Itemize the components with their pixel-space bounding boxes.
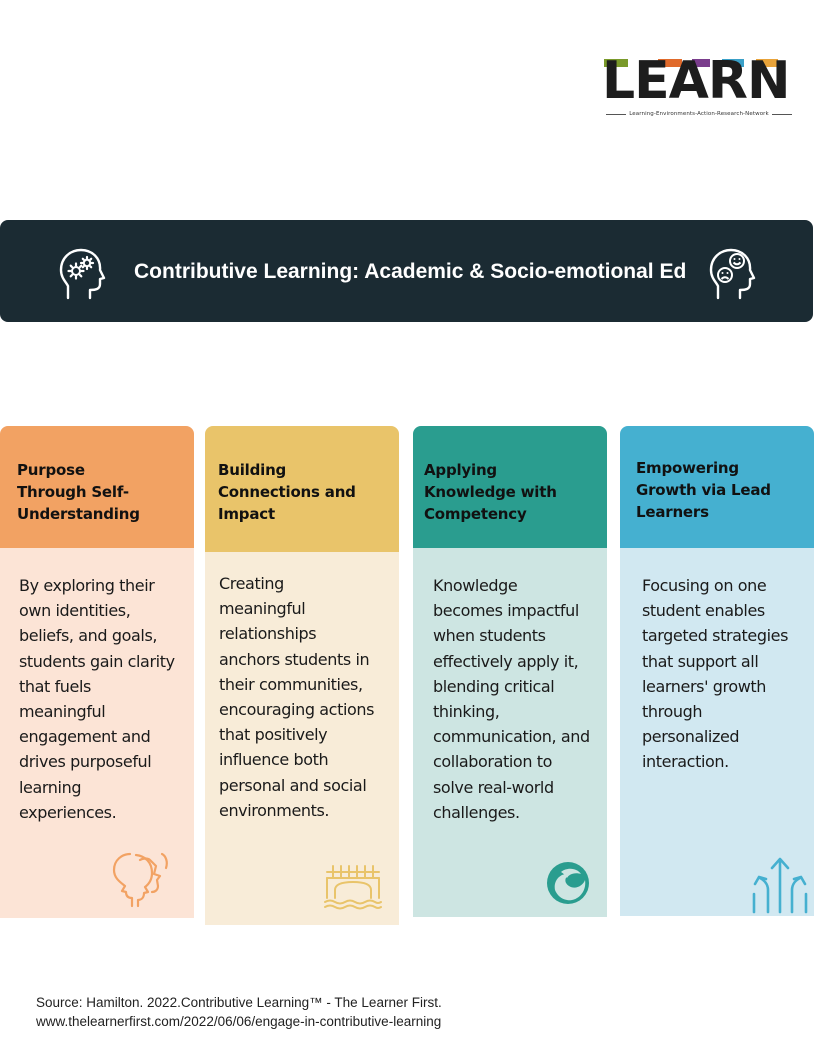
column-text: Knowledge becomes impactful when students effectively apply it, blending critical thinking, communication, and collaboration to solve real-world challenges. xyxy=(433,576,590,822)
column-body xyxy=(0,548,194,918)
title-banner xyxy=(0,220,813,322)
arrows-up-icon xyxy=(750,854,810,914)
source-url: www.thelearnerfirst.com/2022/06/06/engage-in-contributive-learning xyxy=(36,1014,442,1029)
bridge-icon xyxy=(323,857,383,917)
source-citation xyxy=(36,993,442,1031)
learn-logo xyxy=(600,51,796,125)
column-body xyxy=(205,552,399,925)
column-header xyxy=(205,426,399,552)
column-text: Creating meaningful relationships anchors students in their communities, encouraging actions that positively influence both personal and social environments. xyxy=(219,574,375,820)
column-header xyxy=(413,426,607,548)
column-title: Building Connections and Impact xyxy=(218,461,356,523)
column-title: Empowering Growth via Lead Learners xyxy=(636,459,771,521)
faces-profile-icon xyxy=(110,850,170,910)
column-body xyxy=(413,548,607,917)
column-header xyxy=(0,426,194,548)
head-gears-icon xyxy=(56,246,112,302)
source-line-1: Source: Hamilton. 2022.Contributive Learning™ - The Learner First. xyxy=(36,995,442,1010)
column-title: Applying Knowledge with Competency xyxy=(424,461,557,523)
logo-wordmark: LEARN xyxy=(602,51,790,111)
logo-tagline: Learning-Environments-Action-Research-Network xyxy=(629,111,769,117)
banner-title: Contributive Learning: Academic & Socio-emotional Ed xyxy=(134,260,687,283)
column-text: Focusing on one student enables targeted strategies that support all learners' growth through personalized interaction. xyxy=(642,576,789,772)
logo-tagline-row xyxy=(606,109,792,119)
column-text: By exploring their own identities, beliefs, and goals, students gain clarity that fuels meaningful engagement and drives purposeful learning experiences. xyxy=(19,576,175,822)
column-title: Purpose Through Self- Understanding xyxy=(17,461,140,523)
column-body xyxy=(620,548,814,916)
head-emotions-icon xyxy=(706,246,762,302)
column-header xyxy=(620,426,814,548)
swirl-globe-icon xyxy=(545,860,591,906)
